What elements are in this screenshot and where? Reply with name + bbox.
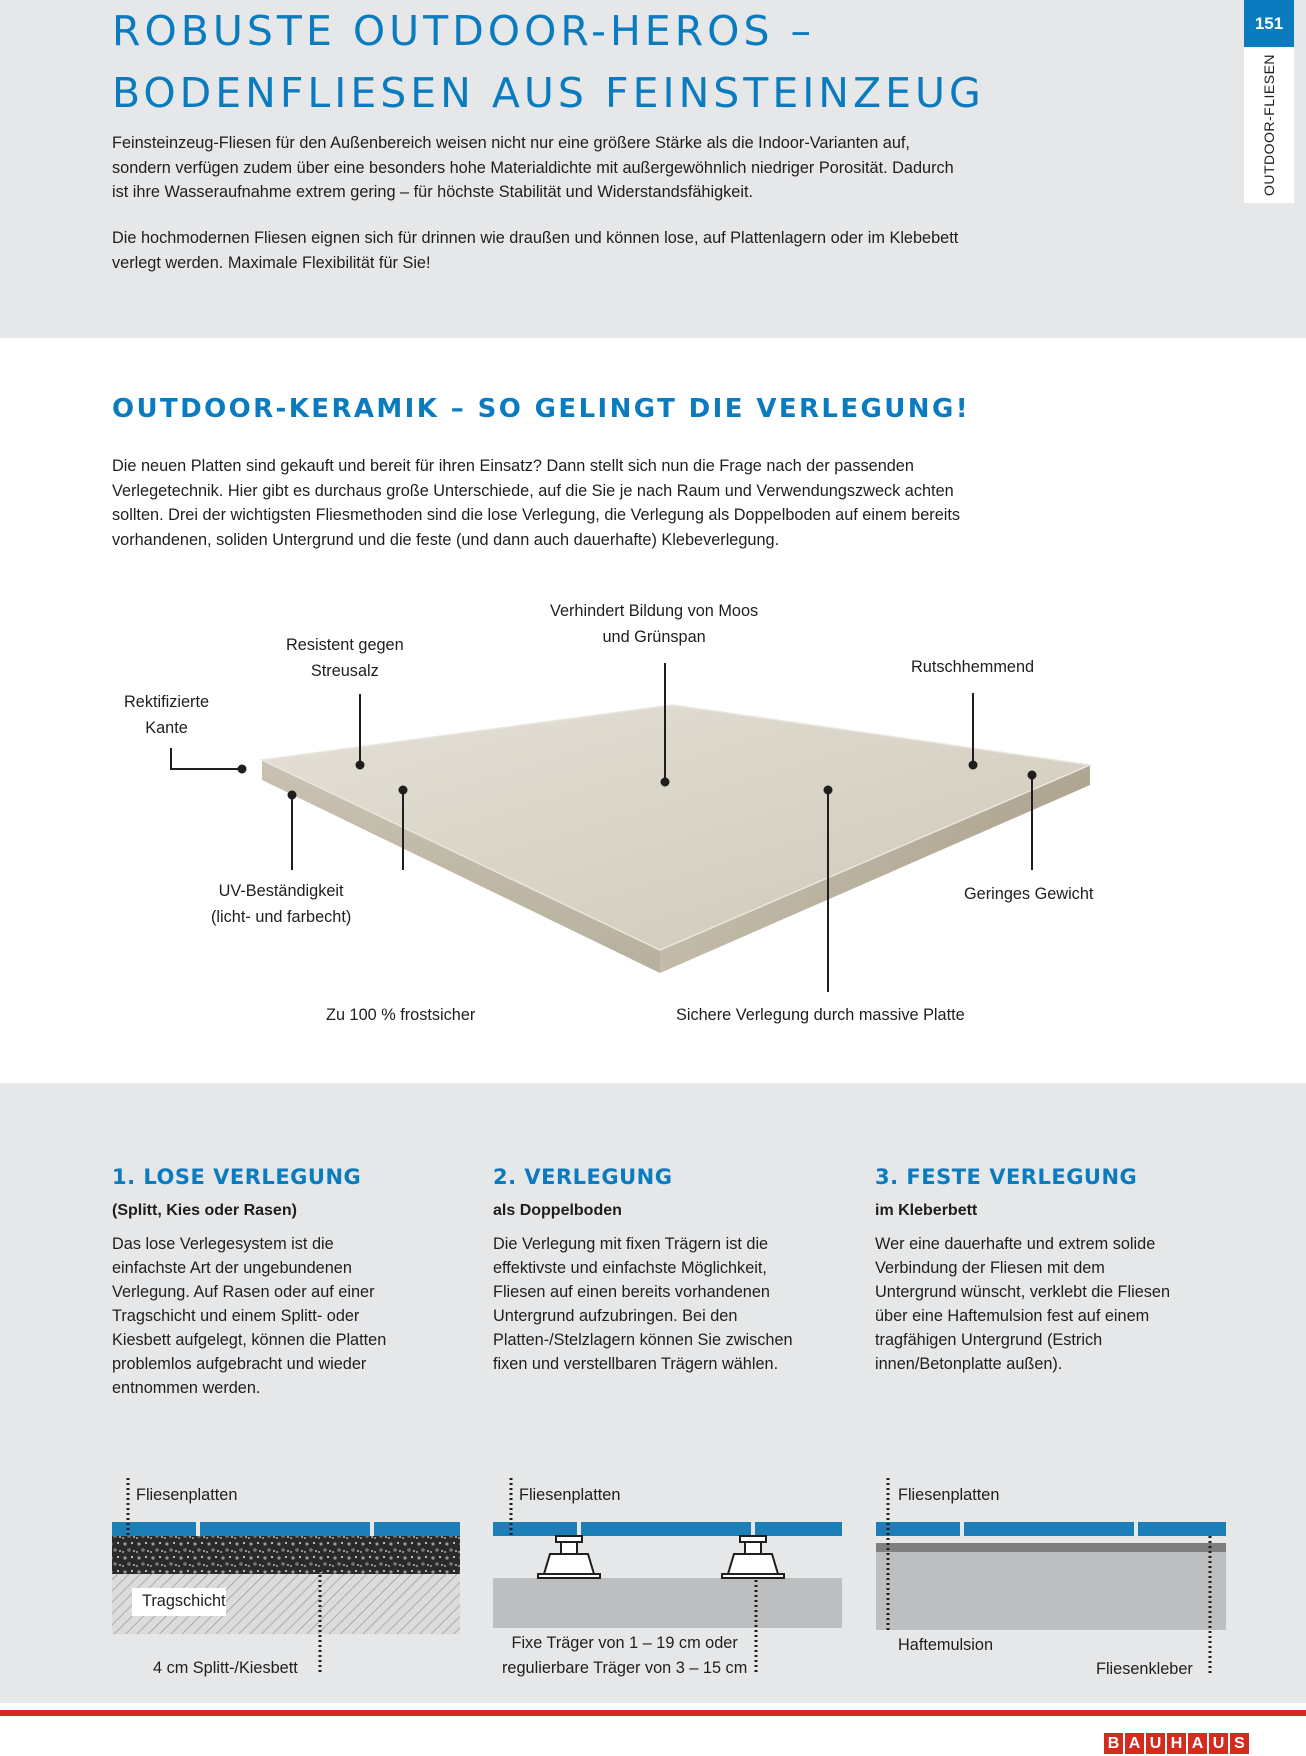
bauhaus-logo: [1104, 1733, 1249, 1756]
callout-uv-line-1: UV-Beständigkeit: [218, 882, 344, 900]
callout-sicher: Sichere Verlegung durch massive Platte: [676, 1006, 965, 1024]
tile-slab: [964, 1522, 1134, 1536]
method-1-subtitle: (Splitt, Kies oder Rasen): [112, 1202, 297, 1219]
callout-streusalz-line-2: Streusalz: [310, 662, 379, 680]
intro-paragraph-1: Feinsteinzeug-Fliesen für den Außenbereich weisen nicht nur eine größere Stärke als die Indoor-Varianten auf, sondern verfügen zudem über eine besonders hohe Materialdichte mit außergewöhnlich niedriger Porosität. Dadurch ist ihre Wasseraufnahme extrem gering – für höchste Stabilität und Widerstandsfähigkeit.: [112, 134, 954, 201]
callout-kante-line-1: Rektifizierte: [124, 693, 210, 711]
tile-slab: [200, 1522, 370, 1536]
gravel-bed: [112, 1536, 460, 1574]
layer-1-fliesen: Fliesenplatten: [136, 1486, 238, 1504]
method-2-subtitle: als Doppelboden: [493, 1202, 622, 1219]
method-1-title: 1. LOSE VERLEGUNG: [112, 1165, 362, 1189]
logo-letter: U: [1146, 1733, 1165, 1754]
tile-slab: [493, 1522, 577, 1536]
layer-3-kleber: Fliesenkleber: [1096, 1660, 1193, 1678]
intro-paragraph-2: Die hochmodernen Fliesen eignen sich für drinnen wie draußen und können lose, auf Plattenlagern oder im Klebebett verlegt werden. Maximale Flexibilität für Sie!: [112, 229, 959, 272]
callout-frost: Zu 100 % frostsicher: [326, 1006, 476, 1024]
callout-moos: [550, 598, 758, 650]
callout-kante-line-2: Kante: [145, 719, 188, 737]
page-title: [112, 0, 985, 124]
layer-2-fliesen: Fliesenplatten: [519, 1486, 621, 1504]
tile-slab: [374, 1522, 460, 1536]
support-pedestal-right: [722, 1536, 784, 1578]
layer-2-traeger-line-1: Fixe Träger von 1 – 19 cm oder: [511, 1634, 738, 1652]
substrate: [876, 1552, 1226, 1630]
layer-2-traeger: [502, 1632, 747, 1679]
callout-moos-line-2: und Grünspan: [602, 628, 706, 646]
callout-rutsch: Rutschhemmend: [911, 658, 1035, 676]
page-title-line-2: BODENFLIESEN AUS FEINSTEINZEUG: [112, 69, 985, 117]
layer-1-bett: 4 cm Splitt-/Kiesbett: [153, 1659, 298, 1677]
adhesive-layer: [876, 1536, 1226, 1543]
keramik-title: OUTDOOR-KERAMIK – SO GELINGT DIE VERLEGUNG!: [112, 394, 970, 424]
tile-slab: [581, 1522, 751, 1536]
footer-rule: [0, 1710, 1306, 1716]
substrate: [493, 1578, 842, 1628]
logo-letter: S: [1230, 1733, 1249, 1754]
tile-slab: [1138, 1522, 1226, 1536]
section-tab-label: OUTDOOR-FLIESEN: [1261, 53, 1277, 197]
page-number: 151: [1244, 0, 1294, 47]
method-3-body: Wer eine dauerhafte und extrem solide Verbindung der Fliesen mit dem Untergrund wünscht, verklebt die Fliesen über eine Haftemulsion fest auf einem tragfähigen Untergrund (Estrich innen/Betonplatte außen).: [875, 1235, 1171, 1373]
method-2-body: Die Verlegung mit fixen Trägern ist die effektivste und einfachste Möglichkeit, Fliesen auf einen bereits vorhandenen Untergrund aufzubringen. Bei den Platten-/Stelzlagern können Sie zwischen fixen und verstellbaren Trägern wählen.: [493, 1235, 793, 1373]
callout-moos-line-1: Verhindert Bildung von Moos: [550, 602, 759, 620]
callout-uv-line-2: (licht- und farbecht): [211, 908, 352, 926]
callout-uv: [211, 878, 351, 930]
logo-letter: H: [1167, 1733, 1186, 1754]
method-3-title: 3. FESTE VERLEGUNG: [875, 1165, 1138, 1189]
support-pedestal-left: [538, 1536, 600, 1578]
callout-gewicht: Geringes Gewicht: [964, 885, 1094, 903]
tile-slab: [755, 1522, 842, 1536]
logo-letter: A: [1125, 1733, 1144, 1754]
emulsion-layer: [876, 1543, 1226, 1552]
callout-kante: [124, 689, 209, 741]
callout-streusalz: [286, 632, 404, 684]
method-3-subtitle: im Kleberbett: [875, 1202, 978, 1219]
layer-3-emulsion: Haftemulsion: [898, 1636, 994, 1654]
callout-streusalz-line-1: Resistent gegen: [286, 636, 404, 654]
tile-slab: [112, 1522, 196, 1536]
logo-letter: B: [1104, 1733, 1123, 1754]
method-1-body: Das lose Verlegesystem ist die einfachste Art der ungebundenen Verlegung. Auf Rasen oder auf einer Tragschicht und einem Splitt- oder Kiesbett aufgelegt, können die Platten problemlos aufgebracht und wieder entnommen werden.: [112, 1235, 387, 1397]
layer-3-fliesen: Fliesenplatten: [898, 1486, 1000, 1504]
method-2-title: 2. VERLEGUNG: [493, 1165, 673, 1189]
layer-2-traeger-line-2: regulierbare Träger von 3 – 15 cm: [502, 1659, 748, 1677]
page-tab: [1244, 0, 1294, 203]
keramik-paragraph: Die neuen Platten sind gekauft und bereit für ihren Einsatz? Dann stellt sich nun die Frage nach der passenden Verlegetechnik. Hier gibt es durchaus große Unterschiede, auf die Sie je nach Raum und Verwendungszweck achten sollten. Drei der wichtigsten Fliesmethoden sind die lose Verlegung, die Verlegung als Doppelboden auf einem bereits vorhandenen, soliden Untergrund und die feste (und dann auch dauerhafte) Klebeverlegung.: [112, 457, 961, 549]
layer-1-tragschicht: Tragschicht: [142, 1592, 226, 1610]
page-title-line-1: ROBUSTE OUTDOOR-HEROS –: [112, 7, 816, 55]
logo-letter: A: [1188, 1733, 1207, 1754]
logo-letter: U: [1209, 1733, 1228, 1754]
